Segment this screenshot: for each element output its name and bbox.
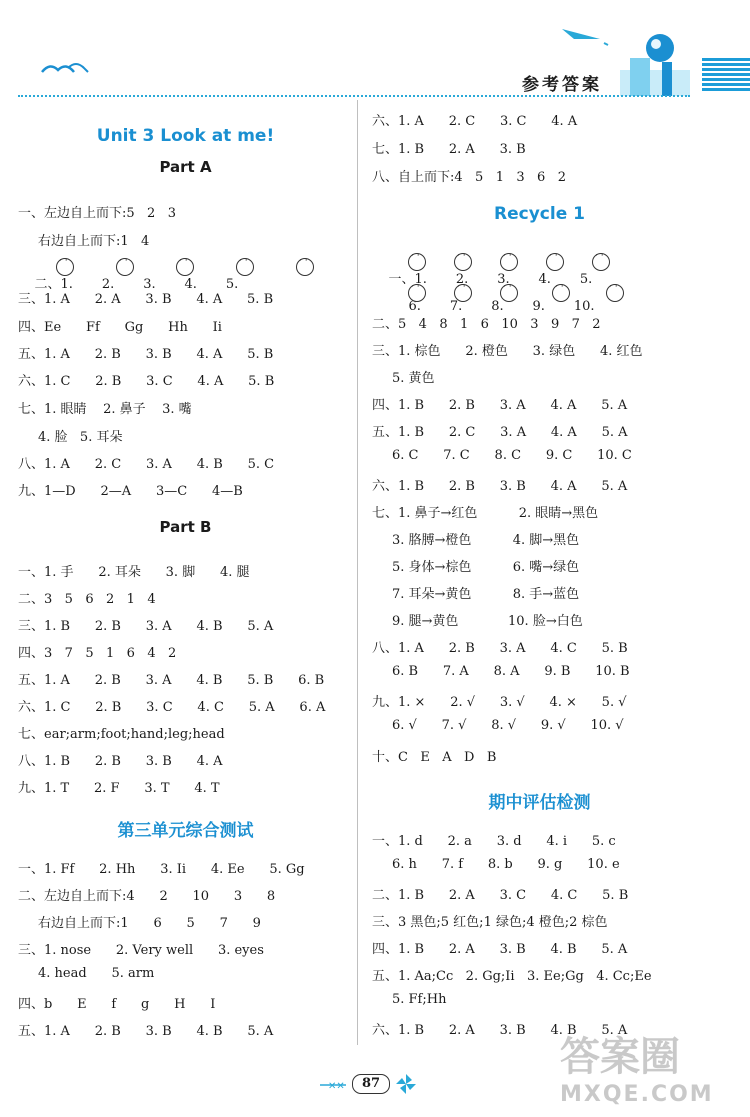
answer-row: 五、1. A 2. B 3. B 4. A 5. B <box>18 347 274 362</box>
page-title: 参考答案 <box>522 75 602 95</box>
midterm-title: 期中评估检测 <box>488 793 591 813</box>
svg-text:✕✕: ✕✕ <box>328 1081 345 1092</box>
answer-row: 二、3 5 6 2 1 4 <box>18 592 156 607</box>
column-divider <box>357 100 358 1045</box>
smiley-face-icon <box>56 258 74 276</box>
answer-row: 七、ear;arm;foot;hand;leg;head <box>18 727 225 742</box>
answer-row: 九、1. T 2. F 3. T 4. T <box>18 781 220 796</box>
part-b-heading: Part B <box>159 518 212 536</box>
answer-row: 三、3 黑色;5 红色;1 绿色;4 橙色;2 棕色 <box>372 915 608 930</box>
answer-row: 9. 腿→黄色 10. 脸→白色 <box>392 614 583 629</box>
smiley-face-icon <box>592 253 610 271</box>
answer-row: 5. 身体→棕色 6. 嘴→绿色 <box>392 560 580 575</box>
answer-row: 一、1. Ff 2. Hh 3. Ii 4. Ee 5. Gg <box>18 862 305 877</box>
answer-row: 五、1. A 2. B 3. A 4. B 5. B 6. B <box>18 673 325 688</box>
unit-title: Unit 3 Look at me! <box>96 126 275 146</box>
page-number: 87 <box>352 1074 390 1094</box>
answer-row: 右边自上而下:1 6 5 7 9 <box>38 916 261 931</box>
answer-row: 八、1. A 2. C 3. A 4. B 5. C <box>18 457 275 472</box>
answer-row: 六、1. B 2. A 3. B 4. B 5. A <box>372 1023 628 1038</box>
answer-row: 七、1. 眼睛 2. 鼻子 3. 嘴 <box>18 402 192 417</box>
answer-row: 一、1. 手 2. 耳朵 3. 脚 4. 腿 <box>18 565 250 580</box>
answer-row: 六、1. A 2. C 3. C 4. A <box>372 114 578 129</box>
header-rule <box>18 95 690 97</box>
page-header <box>0 0 750 110</box>
answer-row: 三、1. nose 2. Very well 3. eyes <box>18 943 264 958</box>
star-icon <box>318 1078 348 1092</box>
answer-row: 三、1. 棕色 2. 橙色 3. 绿色 4. 红色 <box>372 344 643 359</box>
smiley-face-icon <box>552 284 570 302</box>
answer-text: 6. 7. 8. 9. 10. <box>408 299 595 314</box>
page-footer <box>310 1072 440 1098</box>
sad-face-icon <box>500 284 518 302</box>
answer-row: 四、Ee Ff Gg Hh Ii <box>18 320 222 335</box>
answer-row: 二、左边自上而下:4 2 10 3 8 <box>18 889 276 904</box>
answer-row: 五、1. A 2. B 3. B 4. B 5. A <box>18 1024 274 1039</box>
answer-row: 六、1. B 2. B 3. B 4. A 5. A <box>372 479 628 494</box>
answer-row: 三、1. B 2. B 3. A 4. B 5. A <box>18 619 274 634</box>
answer-row: 二、1. B 2. A 3. C 4. C 5. B <box>372 888 629 903</box>
answer-row: 5. 黄色 <box>392 371 435 386</box>
bird-icon <box>40 58 90 80</box>
answer-row: 7. 耳朵→黄色 8. 手→蓝色 <box>392 587 580 602</box>
answer-row: 6. h 7. f 8. b 9. g 10. e <box>392 857 620 872</box>
answer-row: 一、左边自上而下:5 2 3 <box>18 206 176 221</box>
unit-test-title: 第三单元综合测试 <box>117 821 254 841</box>
recycle-title: Recycle 1 <box>494 204 585 224</box>
answer-row: 八、自上而下:4 5 1 3 6 2 <box>372 170 566 185</box>
smiley-face-icon <box>454 253 472 271</box>
answer-row: 四、1. B 2. A 3. B 4. B 5. A <box>372 942 628 957</box>
answer-row: 3. 胳膊→橙色 4. 脚→黑色 <box>392 533 580 548</box>
answer-row: 八、1. A 2. B 3. A 4. C 5. B <box>372 641 628 656</box>
answer-row: 五、1. B 2. C 3. A 4. A 5. A <box>372 425 628 440</box>
answer-row: 十、C E A D B <box>372 750 497 765</box>
answer-row: 4. head 5. arm <box>38 966 155 981</box>
answer-row: 四、3 7 5 1 6 4 2 <box>18 646 177 661</box>
answer-row: 二、5 4 8 1 6 10 3 9 7 2 <box>372 317 601 332</box>
sad-face-icon <box>236 258 254 276</box>
answer-row: 一、1. d 2. a 3. d 4. i 5. c <box>372 834 616 849</box>
answer-row: 四、1. B 2. B 3. A 4. A 5. A <box>372 398 628 413</box>
answer-row: 三、1. A 2. A 3. B 4. A 5. B <box>18 292 274 307</box>
answer-row: 六、1. C 2. B 3. C 4. C 5. A 6. A <box>18 700 326 715</box>
smiley-face-icon <box>454 284 472 302</box>
smiley-face-icon <box>296 258 314 276</box>
smiley-face-icon <box>546 253 564 271</box>
answer-row: 五、1. Aa;Cc 2. Gg;Ii 3. Ee;Gg 4. Cc;Ee <box>372 969 652 984</box>
header-stripes <box>702 58 750 96</box>
answer-row: 5. Ff;Hh <box>392 992 447 1007</box>
pinwheel-icon <box>394 1072 418 1096</box>
smiley-face-icon <box>408 284 426 302</box>
smiley-face-icon <box>176 258 194 276</box>
answer-row: 九、1—D 2—A 3—C 4—B <box>18 484 243 499</box>
answer-row: 四、b E f g H I <box>18 997 216 1012</box>
answer-row: 七、1. 鼻子→红色 2. 眼睛→黑色 <box>372 506 599 521</box>
answer-text: 一、1. 2. 3. 4. 5. <box>388 272 593 287</box>
answer-row: 6. B 7. A 8. A 9. B 10. B <box>392 664 630 679</box>
smiley-face-icon <box>606 284 624 302</box>
answer-row: 6. C 7. C 8. C 9. C 10. C <box>392 448 632 463</box>
answer-row: 右边自上而下:1 4 <box>38 234 150 249</box>
answer-row: 七、1. B 2. A 3. B <box>372 142 526 157</box>
part-a-heading: Part A <box>159 158 212 176</box>
answer-text: 二、1. 2. 3. 4. 5. <box>34 277 239 292</box>
telescope-icon <box>612 30 702 98</box>
answer-row: 六、1. C 2. B 3. C 4. A 5. B <box>18 374 275 389</box>
smiley-face-icon <box>116 258 134 276</box>
plane-icon <box>560 25 610 50</box>
watermark-url: MXQE.COM <box>560 1082 714 1107</box>
smiley-face-icon <box>500 253 518 271</box>
answer-row: 九、1. × 2. √ 3. √ 4. × 5. √ <box>372 695 627 710</box>
watermark-text: 答案圈 <box>560 1034 680 1080</box>
answer-row: 4. 脸 5. 耳朵 <box>38 430 123 445</box>
answer-row: 八、1. B 2. B 3. B 4. A <box>18 754 223 769</box>
answer-row: 6. √ 7. √ 8. √ 9. √ 10. √ <box>392 718 624 733</box>
smiley-face-icon <box>408 253 426 271</box>
watermark-logo <box>560 1025 745 1110</box>
